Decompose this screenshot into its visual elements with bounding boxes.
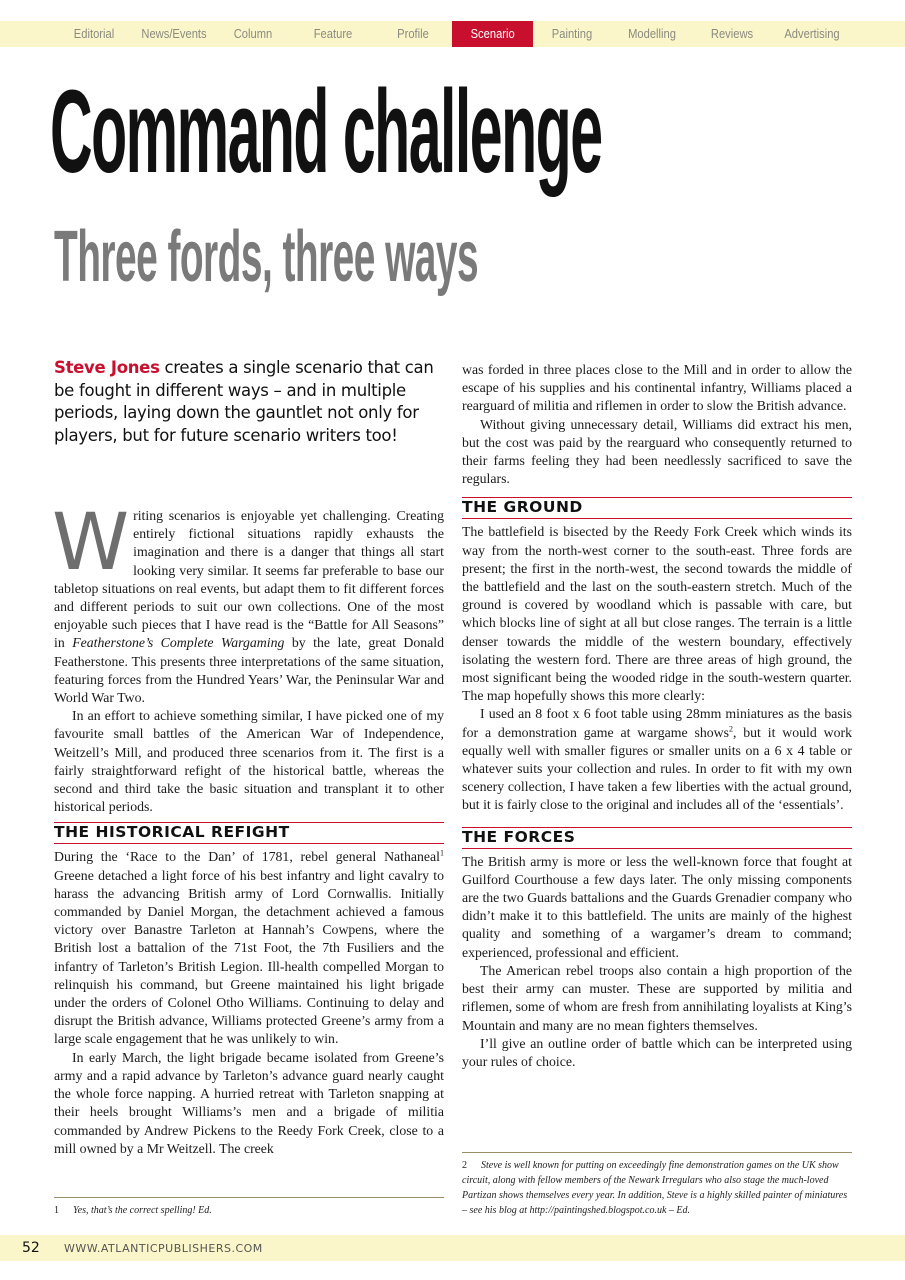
- intro-paragraph: [52, 498, 444, 707]
- tab-reviews[interactable]: Reviews: [710, 26, 754, 41]
- intro-text-a: riting scenarios is enjoyable yet challenging. Creating entirely fictional situations rapidly exhausts the imagination and there is a danger that things all start looking very similar. It seems far preferable to base our tabletop situations on real events, but adapt them to fit different forces and different periods to suit our own collections. One of the most enjoyable such pieces that I have read is the “Battle for All Seasons” in: [54, 508, 444, 651]
- ground-text-a: I used an 8 foot x 6 foot table using 28mm miniatures as the basis for a demonstration game at wargame shows: [462, 706, 852, 740]
- tab-editorial[interactable]: Editorial: [73, 26, 115, 41]
- tab-scenario-label: Scenario: [470, 26, 515, 41]
- tab-advertising[interactable]: Advertising: [784, 26, 840, 41]
- footnote-2-number: 2: [462, 1160, 467, 1171]
- forces-paragraph-2: The American rebel troops also contain a high proportion of the best their army can muster. These are supported by militia and riflemen, some of whom are fresh from annihilating loyalists at King’s Mountain and many are no mean fighters themselves.: [462, 962, 852, 1033]
- refight-paragraph-3: was forded in three places close to the Mill and in order to allow the escape of his supplies and his continental infantry, Williams placed a rearguard of militia and riflemen in order to slow the British advance.: [462, 362, 852, 414]
- footnote-divider-left: [54, 1197, 444, 1198]
- section-heading-historical-refight: THE HISTORICAL REFIGHT: [54, 822, 444, 844]
- column-right: [462, 361, 852, 1071]
- tab-modelling[interactable]: Modelling: [628, 26, 676, 41]
- footnote-2: [462, 1158, 852, 1218]
- author-name: Steve Jones: [54, 358, 160, 377]
- footnote-1-text: Yes, that’s the correct spelling! Ed.: [73, 1205, 212, 1216]
- ground-text-b: , but it would work equally well with smaller figures or smaller units on a 6 x 4 table or whatever suits your collection and rules. In order to fit with my own scenery collection, I have taken a few liberties with the actual ground, but it is fairly close to the original and includes all of the ‘essentials’.: [462, 724, 852, 813]
- tab-profile[interactable]: Profile: [397, 26, 429, 41]
- page-title: Command challenge: [50, 66, 602, 198]
- footnote-divider-right: [462, 1152, 852, 1153]
- forces-paragraph-1: The British army is more or less the well-known force that fought at Guilford Courthouse a few days later. The only missing components are the two Guards battalions and the Guards Grenadier company who didn’t make it to this battlefield. The units are mainly of the highest quality and something of a wargamer’s dream to command; experienced, professional and efficient.: [462, 853, 852, 960]
- website-link[interactable]: WWW.ATLANTICPUBLISHERS.COM: [64, 1242, 263, 1255]
- intro-paragraph-2: In an effort to achieve something similar, I have picked one of my favourite small battles of the American War of Independence, Weitzell’s Mill, and produced three scenarios from it. The first is a fairly straightforward refight of the historical battle, whereas the second and third take the basic situation and transplant it to other historical periods.: [54, 708, 444, 815]
- footnote-1: [54, 1203, 444, 1218]
- book-title: Featherstone’s Complete Wargaming: [72, 635, 285, 651]
- section-heading-forces: THE FORCES: [462, 827, 852, 849]
- forces-paragraph-3: I’ll give an outline order of battle which can be interpreted using your rules of choice.: [462, 1035, 852, 1069]
- refight-paragraph-1: [54, 848, 444, 1048]
- ground-paragraph-1: The battlefield is bisected by the Reedy Fork Creek which winds its way from the north-west corner to the south-east. Three fords are present; the first in the north-west, the second towards the middle of the battlefield and the last on the south-eastern stretch. Much of the ground is covered by woodland which is passable with care, but which blocks line of sight at all but close ranges. The terrain is a little denser towards the middle of the western boundary, effectively isolating the western ford. There are three areas of high ground, the most significant being the wooded ridge in the south-western quarter. The map hopefully shows this more clearly:: [462, 524, 852, 704]
- refight-text-b: Greene detached a light force of his best infantry and light cavalry to harass the advancing British army of Lord Cornwallis. Initially commanded by Daniel Morgan, the detachment achieved a famous victory over Banastre Tarleton at Hannah’s Cowpens, where the British lost a battalion of the 71st Foot, the 7th Fusiliers and the infantry of Tarleton’s British Legion. Ill-health compelled Morgan to relinquish his command, but Greene maintained his light brigade under the orders of Colonel Otho Williams. Continuing to delay and disrupt the British advance, Williams protected Greene’s army from a large scale engagement that he was unlikely to win.: [54, 867, 444, 1047]
- refight-text-a: During the ‘Race to the Dan’ of 1781, rebel general Nathaneal: [54, 849, 440, 865]
- ground-paragraph-2: [462, 705, 852, 814]
- footnote-ref-2[interactable]: 2: [728, 724, 733, 734]
- tab-column[interactable]: Column: [233, 26, 273, 41]
- section-nav: [0, 21, 905, 47]
- page-number: 52: [22, 1240, 40, 1256]
- tab-scenario[interactable]: [452, 21, 533, 47]
- tab-painting[interactable]: Painting: [551, 26, 593, 41]
- intro-text-b: by the late, great Donald Featherstone. This presents three interpretations of the same situation, featuring forces from the Hundred Years’ War, the Peninsular War and World War Two.: [54, 635, 444, 706]
- refight-paragraph-4: Without giving unnecessary detail, Williams did extract his men, but the cost was paid by the rearguard who consequently returned to their farms feeling they had been needlessly sacrificed to save the regulars.: [462, 416, 852, 487]
- footnote-1-number: 1: [54, 1205, 59, 1216]
- standfirst-text: creates a single scenario that can be fought in different ways – and in multiple periods, laying down the gauntlet not only for players, but for future scenario writers too!: [54, 358, 434, 445]
- tab-feature[interactable]: Feature: [313, 26, 353, 41]
- drop-cap: W: [52, 498, 130, 588]
- tab-news-events[interactable]: News/Events: [141, 26, 207, 41]
- footnote-ref-1[interactable]: 1: [440, 848, 444, 858]
- refight-paragraph-2: In early March, the light brigade became isolated from Greene’s army and a rapid advance by Tarleton’s advance guard nearly caught the whole force napping. A hurried retreat with Tarleton snapping at their heels brought Williams’s men and a brigade of militia commanded by Andrew Pickens to the Reedy Fork Creek, close to a mill owned by a Mr Weitzell. The creek: [54, 1049, 444, 1156]
- section-heading-ground: THE GROUND: [462, 497, 852, 519]
- page-subtitle: Three fords, three ways: [54, 217, 479, 297]
- footnote-2-text: Steve is well known for putting on exceedingly fine demonstration games on the UK show circuit, along with fellow members of the Newark Irregulars who also stage the much-loved Partizan shows themselves every year. In addition, Steve is a highly skilled painter of miniatures – see his blog at http://paintingshed.blogspot.co.uk – Ed.: [462, 1160, 848, 1216]
- standfirst: [54, 357, 450, 447]
- column-left: [52, 498, 444, 1158]
